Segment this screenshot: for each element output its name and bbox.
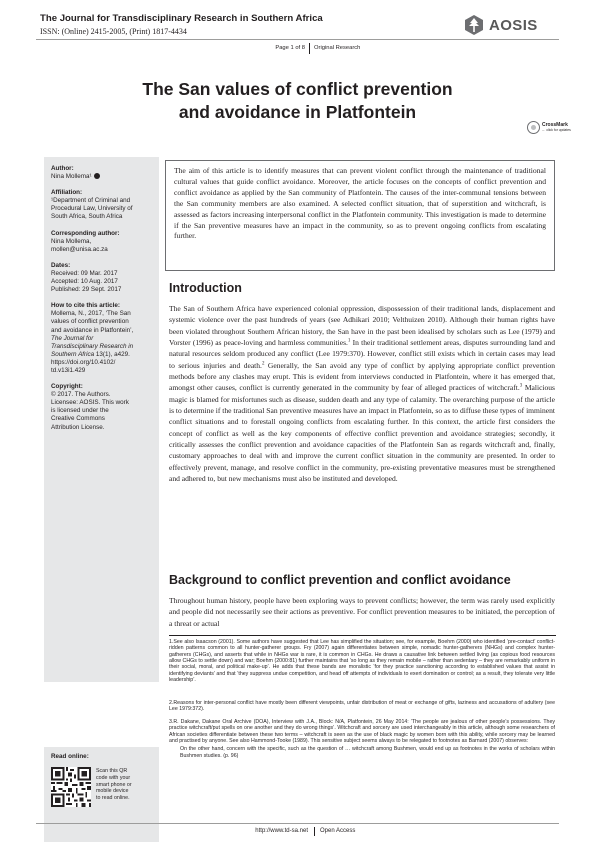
- copyright-line: Licensee: AOSIS. This work: [51, 399, 129, 407]
- author-name: Nina Mollema¹: [51, 173, 92, 181]
- qr-instruction-line: code with your: [96, 774, 131, 781]
- qr-instructions: [96, 768, 152, 802]
- footer-rule: [36, 823, 559, 824]
- crossmark-title: CrossMark: [542, 121, 568, 128]
- qr-instruction-line: Scan this QR: [96, 768, 128, 774]
- crossmark-button[interactable]: [527, 121, 571, 134]
- qr-instruction-line: to read online.: [96, 795, 130, 802]
- cite-journal-volume-line: [51, 351, 152, 359]
- copyright-line: is licensed under the: [51, 407, 109, 415]
- footnote-1: 1.See also Isaacson (2001). Some authors have suggested that Lee has simplified the situation; see, for example, Boehm (2000) who identified ‘pre-contact’ conflict-ridden patterns common to all hunter-gatherer groups. Fry (2007) again differentiates between simple, nomadic hunter-gatherers (NHGs) and complex hunter-gatherers (CHGs), and asserts that while in NHGs war is rare, it is common in CHGs. He draws a causative link between settled living (as copious food resources allow CHGs to settle down) and war; Boehm (2000:81) further maintains that ‘so long as they remain mobile – rather than sedentary – they are remarkably uniform in their social, moral, and political make-up’. He adds that these bands are moralistic ‘for they practice sanctioning according to established values that assist in identifying deviants’ and that ‘they suppress undue competition, and head off attempts of individuals to exert domination or control; as a result, they tolerate very little leadership’.: [169, 639, 555, 684]
- crossmark-icon: [527, 121, 540, 134]
- corresponding-author-name: Nina Mollema,: [51, 237, 92, 245]
- journal-url-link[interactable]: http://www.td-sa.net: [255, 828, 308, 834]
- cite-line: values of conflict prevention: [51, 318, 129, 326]
- introduction-paragraph: [169, 303, 555, 485]
- journal-issn: ISSN: (Online) 2415-2005, (Print) 1817-4434: [40, 27, 187, 36]
- introduction-heading: Introduction: [169, 281, 242, 295]
- crossmark-sub: ← click for updates: [542, 127, 571, 132]
- article-title-line-2: and avoidance in Platfontein: [178, 102, 417, 122]
- copyright-line: Attribution License.: [51, 423, 105, 431]
- background-heading: Background to conflict prevention and conflict avoidance: [169, 573, 511, 587]
- aosis-logo[interactable]: [463, 14, 559, 36]
- affiliation-line: South Africa, South Africa: [51, 213, 123, 221]
- page-bar: [0, 43, 595, 55]
- cite-journal-name: Southern Africa: [51, 350, 95, 358]
- affiliation-line: Procedural Law, University of: [51, 205, 133, 213]
- cite-volume: 13(1), a429.: [94, 350, 130, 358]
- cite-line: and avoidance in Platfontein’,: [51, 326, 134, 334]
- author-heading: Author:: [51, 165, 74, 172]
- copyright-line: © 2017. The Authors.: [51, 391, 111, 399]
- qr-code-icon[interactable]: [51, 767, 91, 807]
- read-online-heading: Read online:: [51, 753, 89, 760]
- article-title: [60, 78, 535, 124]
- date-accepted: Accepted: 10 Aug. 2017: [51, 278, 118, 286]
- cite-journal-line: Transdisciplinary Research in: [51, 342, 134, 350]
- copyright-line: Creative Commons: [51, 415, 105, 423]
- footnote-2: 2.Reasons for inter-personal conflict have mostly been different viewpoints, unfair distribution of meat or exchange of gifts, laziness and accusations of adultery (see Lee 1979:372).: [169, 700, 555, 713]
- aosis-tree-logo-icon: [463, 14, 485, 36]
- logo-text: AOSIS: [489, 16, 538, 34]
- crossmark-label: [542, 123, 571, 133]
- cite-doi-line[interactable]: td.v13i1.429: [51, 366, 86, 374]
- header-rule: [36, 39, 559, 40]
- abstract-box: The aim of this article is to identify measures that can prevent violent conflict through the maintenance of traditional cultural values that guide conflict avoidance. Moreover, the article focuses on the concepts of conflict prevention and conflict avoidance as applied by the San community of Platfontein. The causes of the inter-communal tensions between the San community members are also examined. A selected conflict situation, that of superstition and witchcraft, is assessed as factors increasing interpersonal conflict in the Platfontein community. This investigation is made to determine if the San preventive measures have an impact in the community, so as to prevent ongoing conflicts from escalating further.: [165, 160, 555, 271]
- intro-text-2: In their traditional settlement areas, disputes surrounding land and natural resources seldom produced any conflict (Lee 1979:370). However, conflict still exists which in certain cases may lead to serious injuries and death.: [169, 338, 555, 370]
- date-published: Published: 29 Sept. 2017: [51, 286, 122, 294]
- footnote-3-body: 3.R. Dakane, Dakane Oral Archive (DOA), Interview with J.A., Block: N/A, Platfontein, 26 May 2014: ‘The people are jealous of other people’s possessions. They practice witchcraft/put spells on one another and they do wrong things’. Witchcraft and sorcery are used interchangeably in this article, although some researchers of African societies differentiate between these two terms – witchcraft is seen as the use of black magic by women born with this ability, while sorcery may be learned and practised by anyone. See also Hammond-Tooke (1989). This sensitive subject seems always to be relegated to footnotes as Barnard (2007) observes:: [169, 719, 555, 745]
- cite-line: Mollema, N., 2017, ‘The San: [51, 310, 131, 318]
- footnote-3-quote: On the other hand, concern with the specific, such as the question of … witchcraft among Bushmen, would end up as footnotes in the works of scholars within Bushmen studies. (p. 96): [180, 746, 555, 759]
- intro-text-4: Malicious magic is blamed for misfortunes such as disease, sudden death and any type of calamity. The overarching purpose of the article is to determine if the traditional San preventive measures have an impact in Platfontein, so as to diffuse these types of imminent conflict situations and to forestall ongoing conflicts from escalating further. In this context, the article first considers the concept of conflict as well as the key components of effective conflict prevention and avoidance strategies; secondly, it critically assesses the conflict prevention and avoidance capacities of the Platfontein San as regards witchcraft and, finally, customary approaches to deal with and improve the current conflict situation in the community are presented. In order to effectively prevent, manage, and resolve conflict in the community, pre-existing preventative measures must be strengthened and adhered to, but new mechanisms must also be instituted and developed.: [169, 383, 555, 484]
- open-access-label: Open Access: [320, 828, 356, 834]
- journal-title: The Journal for Transdisciplinary Research in Southern Africa: [40, 13, 323, 24]
- cite-heading: How to cite this article:: [51, 302, 120, 310]
- page-number: Page 1 of 8: [275, 45, 305, 51]
- read-online-box: [44, 747, 159, 842]
- qr-instruction-line: mobile device: [96, 788, 129, 795]
- affiliation-line: ¹Department of Criminal and: [51, 197, 131, 205]
- page-bar-divider: [309, 43, 310, 54]
- date-received: Received: 09 Mar. 2017: [51, 269, 118, 277]
- background-paragraph: Throughout human history, people have been exploring ways to prevent conflicts; however, the term was rarely used explicitly and people did not necessarily see their actions as preventive. For conflict prevention measures to be initiated, the perception of a threat or actual: [169, 596, 555, 628]
- footnote-ref-1[interactable]: 1: [347, 338, 351, 344]
- intro-text-1: The San of Southern Africa have experienced colonial oppression, dispossession of their traditional lands, displacement and systemic violence over the past hundreds of years (see Adhikari 2010; Velthuizen 2010). Although their human rights have been violated throughout Southern African history, the San have in the past been idealised by scholars such as Lee (1979) and Vorster (1996) as peace-loving and harmless communities.: [169, 304, 555, 348]
- footer-divider: [314, 827, 315, 836]
- article-type: Original Research: [314, 45, 361, 51]
- article-title-line-1: The San values of conflict prevention: [142, 79, 453, 99]
- copyright-heading: Copyright:: [51, 383, 83, 391]
- intro-text-3: Generally, the San avoid any type of conflict by applying appropriate conflict prevention methods before any clashes may erupt. This is evident from interviews conducted in Platfontein, where it has emerged that, amongst other causes, conflict is currently generated in the community by fear of alleged practices of witchcraft.: [169, 360, 555, 393]
- footnote-3: [169, 719, 555, 759]
- corresponding-author-email[interactable]: mollen@unisa.ac.za: [51, 245, 108, 253]
- footnote-ref-2[interactable]: 2: [261, 361, 265, 367]
- footnote-rule: [169, 635, 556, 636]
- article-info-sidebar: [44, 157, 159, 682]
- footnote-ref-3[interactable]: 3: [519, 383, 523, 389]
- cite-doi-line[interactable]: https://doi.org/10.4102/: [51, 358, 116, 366]
- affiliation-heading: Affiliation:: [51, 189, 83, 197]
- orcid-icon[interactable]: [94, 173, 100, 179]
- dates-heading: Dates:: [51, 261, 71, 269]
- author-name-row: [51, 173, 152, 181]
- qr-instruction-line: smart phone or: [96, 781, 132, 788]
- corresponding-author-heading: Corresponding author:: [51, 229, 120, 237]
- cite-journal-line: The Journal for: [51, 334, 94, 342]
